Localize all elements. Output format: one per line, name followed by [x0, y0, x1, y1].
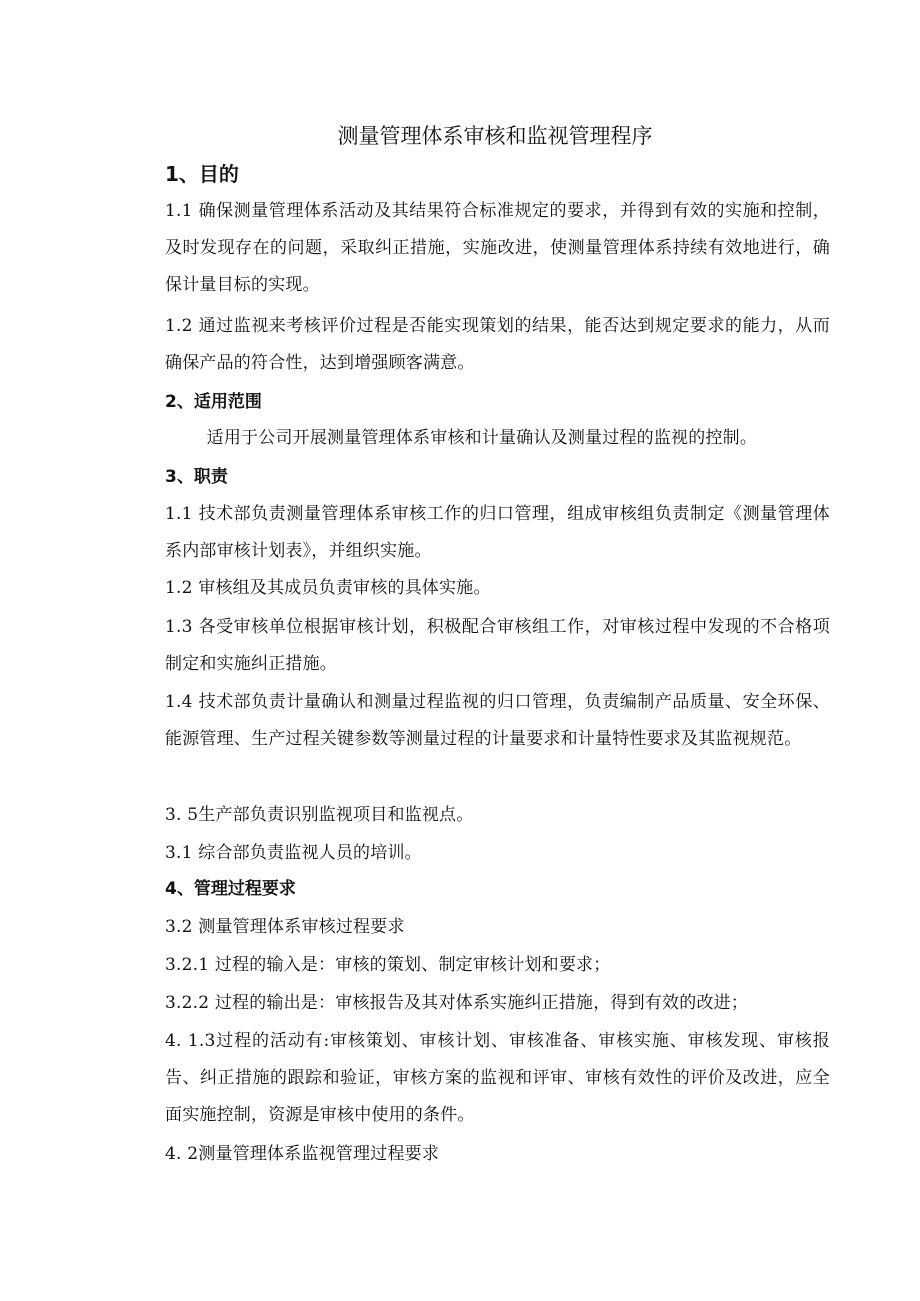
- section-4-paragraph-3: 3.2.2 过程的输出是：审核报告及其对体系实施纠正措施，得到有效的改进；: [165, 993, 749, 1013]
- section-4-paragraph-4: 4. 1.3过程的活动有:审核策划、审核计划、审核准备、审核实施、审核发现、审核报告、纠正措施的跟踪和验证，审核方案的监视和评审、审核有效性的评价及改进，应全面实施控制，资源是审核中使用的条件。: [165, 1031, 830, 1125]
- section-4-paragraph-2: 3.2.1 过程的输入是：审核的策划、制定审核计划和要求；: [165, 955, 611, 975]
- section-2-heading: 2、适用范围: [165, 392, 262, 412]
- section-1-paragraph-1: 1.1 确保测量管理体系活动及其结果符合标准规定的要求，并得到有效的实施和控制，及时发现存在的问题，采取纠正措施，实施改进，使测量管理体系持续有效地进行，确保计量目标的实现。: [165, 201, 830, 295]
- section-1-heading: 1、目的: [165, 162, 239, 186]
- section-3-paragraph-5: 3. 5生产部负责识别监视项目和监视点。: [165, 805, 474, 825]
- section-2-paragraph-1: 适用于公司开展测量管理体系审核和计量确认及测量过程的监视的控制。: [206, 428, 758, 448]
- document-title: 测量管理体系审核和监视管理程序: [337, 124, 653, 148]
- section-3-heading: 3、职责: [165, 467, 228, 487]
- section-3-paragraph-3: 1.3 各受审核单位根据审核计划，积极配合审核组工作，对审核过程中发现的不合格项制定和实施纠正措施。: [165, 617, 830, 674]
- section-4-paragraph-5: 4. 2测量管理体系监视管理过程要求: [165, 1144, 440, 1164]
- section-4-heading: 4、管理过程要求: [165, 879, 296, 899]
- section-1-paragraph-2: 1.2 通过监视来考核评价过程是否能实现策划的结果，能否达到规定要求的能力，从而确保产品的符合性，达到增强顾客满意。: [165, 316, 830, 373]
- section-3-paragraph-6: 3.1 综合部负责监视人员的培训。: [165, 843, 422, 863]
- section-3-paragraph-2: 1.2 审核组及其成员负责审核的具体实施。: [165, 578, 491, 598]
- section-3-paragraph-1: 1.1 技术部负责测量管理体系审核工作的归口管理，组成审核组负责制定《测量管理体系内部审核计划表》，并组织实施。: [165, 504, 830, 561]
- section-3-paragraph-4: 1.4 技术部负责计量确认和测量过程监视的归口管理，负责编制产品质量、安全环保、能源管理、生产过程关键参数等测量过程的计量要求和计量特性要求及其监视规范。: [165, 692, 830, 749]
- section-4-paragraph-1: 3.2 测量管理体系审核过程要求: [165, 917, 405, 937]
